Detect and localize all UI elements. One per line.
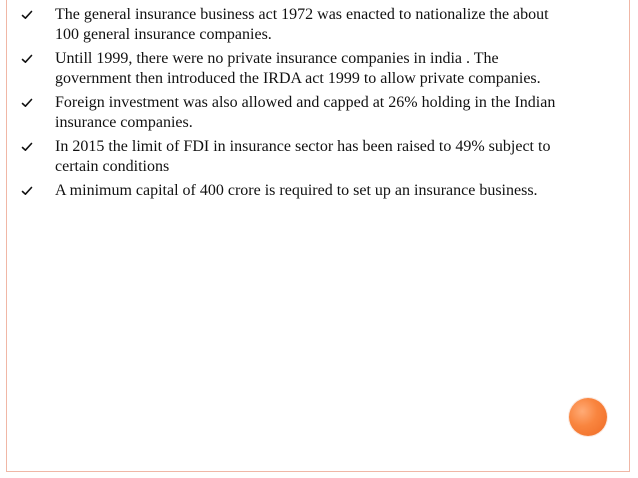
- bullet-item: [19, 5, 567, 45]
- bullet-text: Foreign investment was also allowed and capped at 26% holding in the Indian insurance companies.: [55, 94, 556, 131]
- bullet-item: [19, 137, 567, 177]
- bullet-text: In 2015 the limit of FDI in insurance sector has been raised to 49% subject to certain conditions: [55, 138, 551, 175]
- bullet-text: The general insurance business act 1972 was enacted to nationalize the about 100 general insurance companies.: [55, 6, 549, 43]
- check-icon: [19, 93, 35, 113]
- bullet-text: Untill 1999, there were no private insurance companies in india . The government then introduced the IRDA act 1999 to allow private companies.: [55, 50, 541, 87]
- bullet-item: [19, 181, 567, 201]
- bullet-item: [19, 49, 567, 89]
- bullet-item: [19, 93, 567, 133]
- decorative-circle: [569, 398, 607, 436]
- check-icon: [19, 181, 35, 201]
- check-icon: [19, 5, 35, 25]
- check-icon: [19, 137, 35, 157]
- bullet-text: A minimum capital of 400 crore is required to set up an insurance business.: [55, 182, 538, 199]
- bullet-list: [19, 5, 567, 205]
- check-icon: [19, 49, 35, 69]
